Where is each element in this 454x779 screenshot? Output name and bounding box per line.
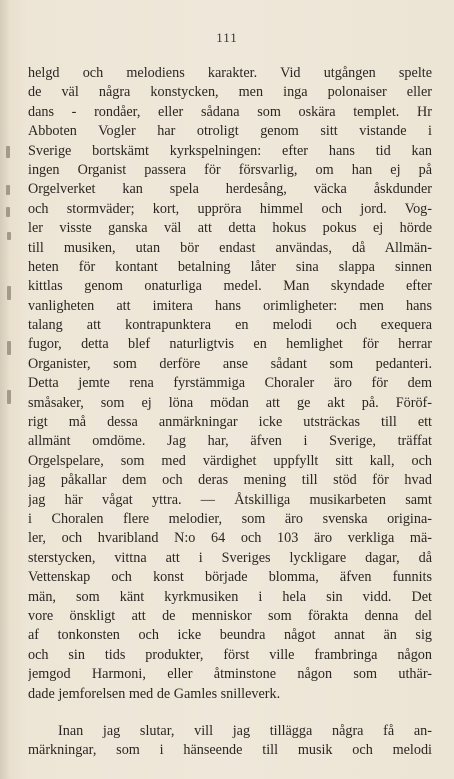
text-line: helgd och melodiens karakter. Vid utgången spelte: [28, 65, 432, 81]
text-line: fugor, detta blef naturligtvis en hemlighet för herrar: [28, 336, 432, 353]
text-line: kittlas genom onaturliga medel. Man skyndade efter: [28, 278, 432, 295]
text-line: sterstycken, vittna att i Sveriges lyckligare dagar, då: [28, 549, 432, 566]
margin-mark: [7, 286, 11, 300]
text-line: jag här vågat yttra. — Åtskilliga musikarbeten samt: [28, 491, 432, 508]
text-line: jag påkallar dem och deras mening till stöd för hvad: [28, 472, 432, 489]
margin-mark: [6, 207, 10, 217]
text-line: Orgelspelare, som med värdighet uppfyllt sitt kall, och: [28, 452, 432, 469]
margin-mark: [7, 232, 11, 240]
text-line: småsaker, som ej löna mödan att ge akt på. Föröf-: [28, 394, 432, 411]
text-line: Organister, som derföre anse sådant som pedanteri.: [28, 355, 432, 372]
text-line: Vettenskap och konst började blomma, äfven funnits: [28, 569, 432, 586]
text-line: Orgelverket kan spela herdesång, väcka åskdunder: [28, 181, 432, 198]
text-line: ler visste ganska väl att detta hokus pokus ej hörde: [28, 220, 432, 237]
text-line: Abboten Vogler har otroligt genom sitt vistande i: [28, 123, 432, 140]
text-line: dade jemforelsen med de Gamles snilleverk.: [28, 685, 281, 702]
body-text: [28, 64, 432, 761]
page-number: 111: [216, 30, 238, 45]
text-line: Detta jemte rena fyrstämmiga Choraler äro för dem: [28, 375, 432, 392]
text-line: män, som känt kyrkmusiken i hela sin vidd. Det: [28, 588, 432, 605]
text-line: af tonkonsten och icke beundra något annat än sig: [28, 627, 432, 644]
text-line: rigt må dessa anmärkningar icke utsträckas till ett: [28, 414, 432, 431]
text-line: vanligheten att imitera hans orimligheter: men hans: [28, 297, 432, 314]
text-line: dans - rondåer, eller sådana som oskära templet. Hr: [28, 103, 432, 120]
text-line: de väl några konstycken, men inga polonaiser eller: [28, 84, 432, 101]
margin-mark: [7, 390, 11, 404]
text-line: allmänt omdöme. Jag har, äfven i Sverige, träffat: [28, 433, 432, 450]
text-line: Sverige bortskämt kyrkspelningen: efter hans tid kan: [28, 142, 432, 159]
margin-mark: [6, 185, 10, 195]
margin-mark: [7, 341, 11, 355]
text-line: ingen Organist passera för försvarlig, om han ej på: [28, 161, 432, 178]
text-line: till musiken, utan bör endast användas, då Allmän-: [28, 239, 432, 256]
text-line: i Choralen flere melodier, som äro svenska origina-: [28, 510, 432, 527]
text-line: vore önskligt att de menniskor som förakta denna del: [28, 607, 432, 624]
paragraph-break: [28, 704, 432, 722]
text-line: märkningar, som i hänseende till musik och melodi: [28, 742, 432, 759]
text-line: heten för kontant betalning låter sina slappa sinnen: [28, 258, 432, 275]
text-line: Inan jag slutar, vill jag tillägga några få an-: [58, 722, 432, 739]
text-line: talang att kontrapunktera en melodi och exequera: [28, 317, 432, 334]
text-line: och sin tids produkter, först ville frambringa någon: [28, 646, 432, 663]
text-line: ler, och hvaribland N:o 64 och 103 äro verkliga mä-: [28, 530, 432, 547]
text-line: jemgod Harmoni, eller åtminstone någon som uthär-: [28, 666, 432, 683]
margin-mark: [6, 146, 10, 158]
text-line: och stormväder; kort, uppröra himmel och jord. Vog-: [28, 200, 432, 217]
